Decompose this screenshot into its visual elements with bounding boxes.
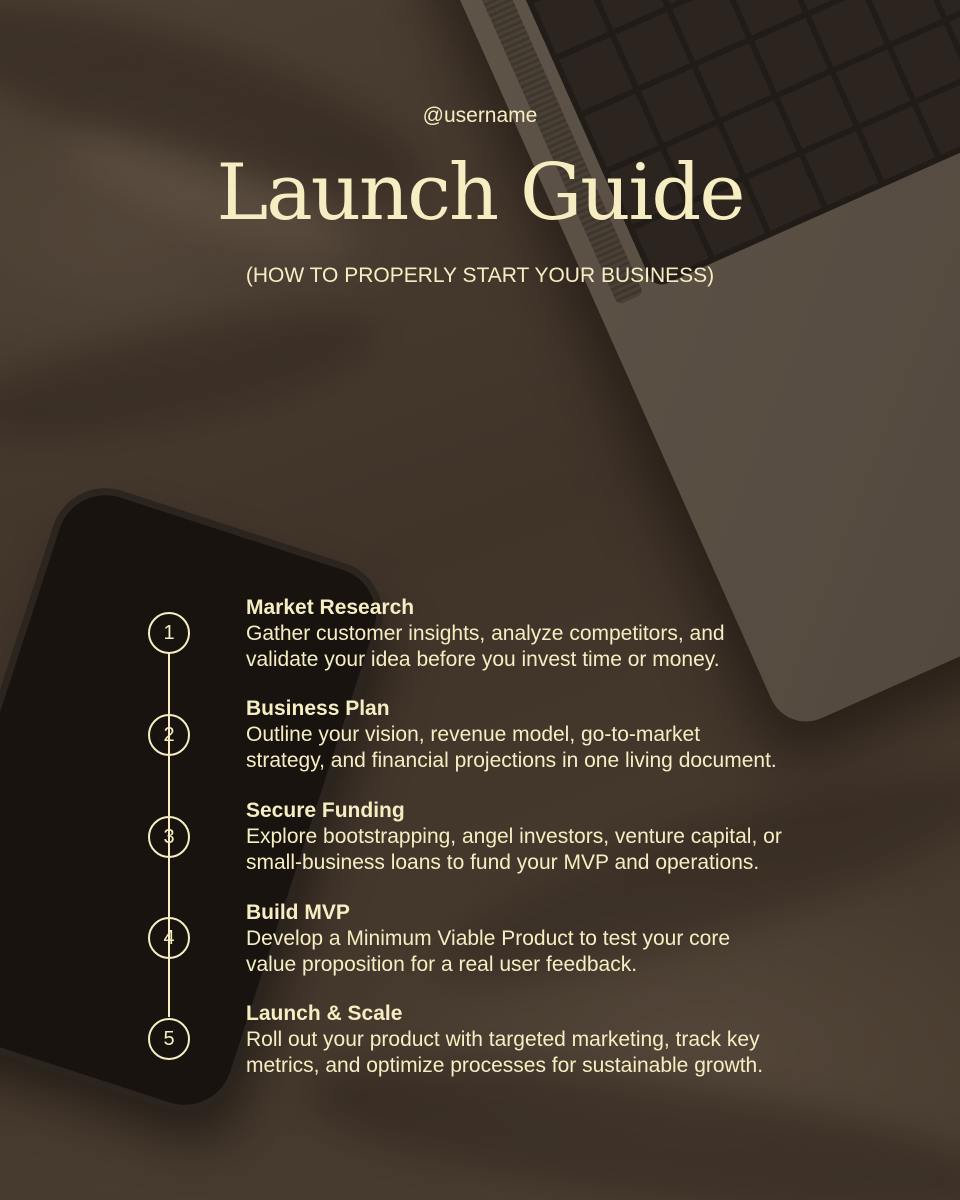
step-description-line: Gather customer insights, analyze competitors, and [246,622,725,645]
step-description-line: Outline your vision, revenue model, go-to-market [246,723,701,746]
page-subtitle: (HOW TO PROPERLY START YOUR BUSINESS) [245,264,715,287]
step-launch-scale [246,1001,846,1079]
step-market-research [246,595,846,673]
step-number-badge: 4 [148,917,190,959]
step-number-badge: 3 [148,816,190,858]
step-business-plan [246,696,846,774]
step-build-mvp [246,900,846,978]
step-description-line: Roll out your product with targeted marketing, track key [246,1028,760,1051]
username-handle: @username [422,104,538,127]
step-description-line: value proposition for a real user feedback. [246,953,638,976]
page-title: Launch Guide [216,148,744,238]
step-title: Business Plan [246,697,390,720]
step-number-badge: 5 [148,1018,190,1060]
step-description-line: Develop a Minimum Viable Product to test your core [246,927,731,950]
step-description-line: small-business loans to fund your MVP and operations. [246,851,760,874]
step-description-line: Explore bootstrapping, angel investors, venture capital, or [246,825,782,848]
step-title: Market Research [246,596,415,619]
step-description-line: validate your idea before you invest time or money. [246,648,720,671]
step-title: Build MVP [246,901,350,924]
step-secure-funding [246,798,846,876]
step-number-badge: 1 [148,612,190,654]
step-description-line: metrics, and optimize processes for sustainable growth. [246,1054,764,1077]
step-description-line: strategy, and financial projections in one living document. [246,749,777,772]
step-title: Launch & Scale [246,1002,403,1025]
step-number-badge: 2 [148,714,190,756]
step-title: Secure Funding [246,799,405,822]
